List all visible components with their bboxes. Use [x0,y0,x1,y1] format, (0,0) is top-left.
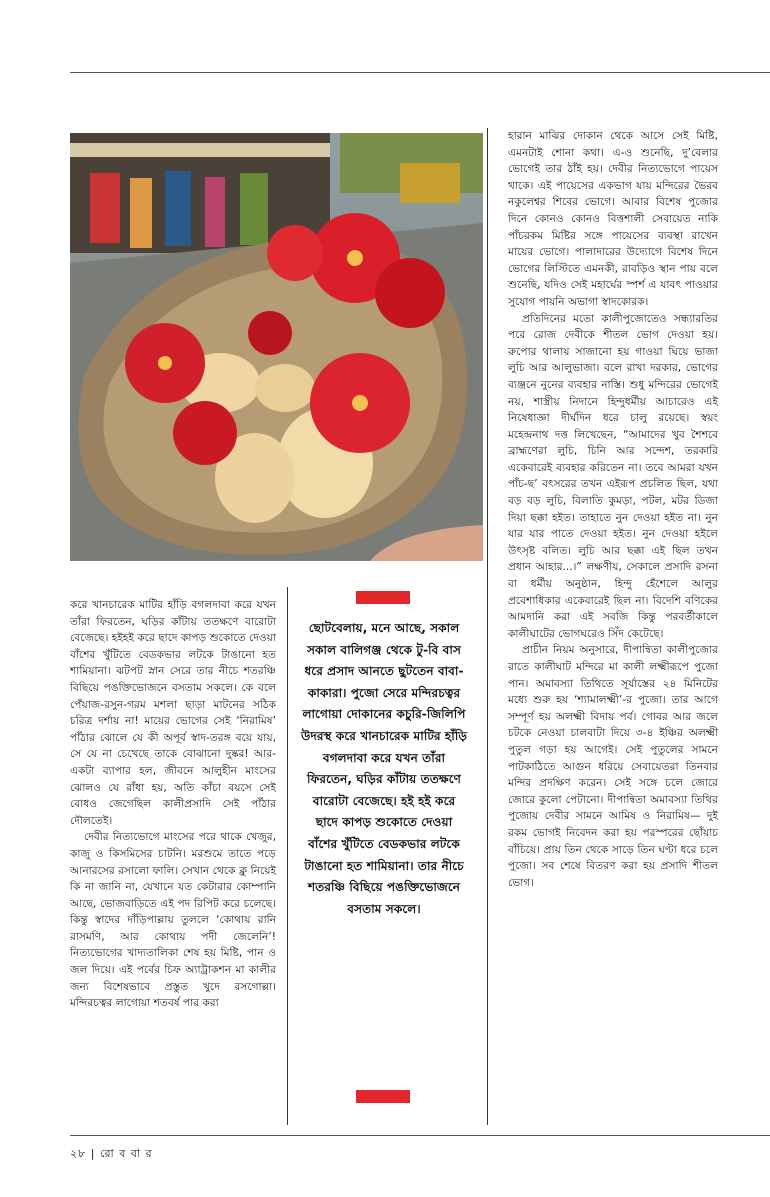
quote-bar-bottom [356,1090,410,1103]
prasad-photo [70,133,483,561]
column-rule-left [287,587,288,1125]
left-paragraph-1: করে খানচারেক মাটির হাঁড়ি বগলদাবা করে যখন তাঁরা ফিরতেন, ঘড়ির কাঁটায় ততক্ষণে বারোটা বেজেছে। হইহই করে ছাদে কাপড় শুকোতে দেওয়া বাঁশের খুঁটিতে বেডকভার লটকে টাঙানো হত শামিয়ানা। ঝটপট স্নান সেরে তার নীচে শতরঞ্চি বিছিয়ে পঙক্তিভোজনে বসতাম সকলে। কে বলে পেঁয়াজ-রসুন-গরম মশলা ছাড়া মাটনের সঠিক চরিত্র দর্শায় না! মায়ের ভোগের সেই ‘নিরামিষ’ পাঁঠার ঝোলে যে কী অপূর্ব স্বাদ-তরঙ্গ বয়ে যায়, সে যে না চেখেছে তাকে বোঝানো দুষ্কর! আর-একটা ব্যাপার হল, জীবনে আলুহীন মাংসের ঝোলও যে রাঁধা হয়, অতি কাঁচা বয়সে সেই বোধও জেগেছিল কালীপ্রসাদি সেই পাঁঠার দৌলতেই। [70,599,276,827]
left-paragraph-2: দেবীর নিত্যভোগে মাংসের পরে থাকে খেজুর, কাজু ও কিসমিসের চাটনি। মরশুমে তাতে পড়ে আনারসের রসালো ফালি। সেখান থেকে ক্লু নিয়েই কি না জানি না, যেখানে যত কেটারার কোম্পানি আছে, ভোজবাড়িতে এই পদ রিপিট করে চলেছে। কিন্তু স্বাদের দাঁড়িপাল্লায় তুললে ‘কোথায় রানি রাসমণি, আর কোথায় পদী জেলেনি’! নিত্যভোগের খাদ্যতালিকা শেষ হয় মিষ্টি, পান ও জল দিয়ে। এই পর্বের চিফ অ্যাট্রাকশন মা কালীর জন্য বিশেষভাবে প্রস্তুত খুদে রসগোল্লা। মন্দিরচত্বর লাগোয়া শতবর্ষ পার করা [70,831,276,1010]
footer-rule [70,1135,770,1136]
right-column [508,128,718,891]
page-folio: ২৮ | রো ব বা র [70,1147,153,1160]
right-paragraph-1: হারান মাঝির দোকান থেকে আসে সেই মিষ্টি, এমনটাই শোনা কথা। এ-ও শুনেছি, দু’বেলার ভোগেই তার ঠাঁই হয়। দেবীর নিত্যভোগে পায়েস থাকে। এই পায়েসের একভাগ যায় মন্দিরের ভৈরব নকুলেশ্বর শিবের ভোগে। আবার বিশেষ পুজোর দিনে কোনও কোনও বিত্তশালী সেবায়েত নাকি পাঁচরকম মিষ্টির সঙ্গে পায়েসের ব্যবস্থা রাখেন মায়ের ভোগে। পালাদারের উদ্যোগে বিশেষ দিনে ভোগের লিস্টিতে এমনকী, রাবড়িও স্থান পায় বলে শুনেছি, যদিও সেই মহার্ঘের স্পর্শ এ যাবৎ পাওয়ার সুযোগ পায়নি অভাগা স্বাদকোরক। [508,130,718,308]
pull-quote: ছোটবেলায়, মনে আছে, সকাল সকাল বালিগঞ্জ থেকে টু-বি বাস ধরে প্রসাদ আনতে ছুটতেন বাবা-কাকারা। পুজো সেরে মন্দিরচত্বর লাগোয়া দোকানের কচুরি-জিলিপি উদরস্থ করে খানচারেক মাটির হাঁড়ি বগলদাবা করে যখন তাঁরা ফিরতেন, ঘড়ির কাঁটায় ততক্ষণে বারোটা বেজেছে। হই হই করে ছাদে কাপড় শুকোতে দেওয়া বাঁশের খুঁটিতে বেডকভার লটকে টাঙানো হত শামিয়ানা। তার নীচে শতরঞ্চি বিছিয়ে পঙক্তিভোজনে বসতাম সকলে। [300,621,468,916]
quote-bar-top [356,591,410,604]
prasad-illustration [70,133,483,561]
header-rule [70,72,770,73]
left-column [70,597,276,1012]
right-paragraph-3: প্রাচীন নিয়ম অনুসারে, দীপান্বিতা কালীপুজোর রাতে কালীঘাট মন্দিরে মা কালী লক্ষ্মীরূপে পুজো পান। অমাবস্যা তিথিতে সূর্যাস্তের ২৪ মিনিটের মধ্যে শুরু হয় ‘শ্যামালক্ষ্মী’-র পুজো। তার আগে সম্পূর্ণ হয় অলক্ষ্মী বিদায় পর্ব। গোবর আর জলে চটকে নেওয়া চালবাটা দিয়ে ৩-৪ ইঞ্চির অলক্ষ্মী পুতুল গড়া হয় আগেই। সেই পুতুলের সামনে পাটকাঠিতে আগুন ধরিয়ে সেবায়েতরা তিনবার মন্দির প্রদক্ষিণ করেন। সেই সঙ্গে চলে জোরে জোরে কুলো পেটানো। দীপান্বিতা অমাবস্যা তিথির পুজোয় দেবীর সামনে আমিষ ও নিরামিষ— দুই রকম ভোগই নিবেদন করা হয় পরস্পরের ছোঁয়াচ বাঁচিয়ে। প্রায় তিন থেকে সাড়ে তিন ঘণ্টা ধরে চলে পুজো। সব শেষে বিতরণ করা হয় প্রসাদি শীতল ভোগ। [508,644,718,889]
column-rule-right [487,128,488,1125]
right-paragraph-2: প্রতিদিনের মতো কালীপুজোতেও সন্ধ্যারতির পরে রোজ দেবীকে শীতল ভোগ দেওয়া হয়। রুপোর থালায় সাজানো হয় গাওয়া ঘিয়ে ভাজা লুচি আর আলুভাজা। বলে রাখা দরকার, ভোগের ব্যঞ্জনে নুনের ব্যবহার নাস্তি। শুধু মন্দিরের ভোগেই নয়, শাস্ত্রীয় নিদানে হিন্দুধর্মীয় আচারেও এই নিষেধাজ্ঞা দীর্ঘদিন ধরে চালু রয়েছে। স্বয়ং মহেন্দ্রনাথ দত্ত লিখেছেন, “আমাদের খুব শৈশবে ব্রাহ্মণেরা লুচি, চিনি আর সন্দেশ, তরকারি একেবারেই ব্যবহার করিতেন না। তবে আমরা যখন পাঁচ-ছ’ বৎসরের তখন এইরূপ প্রচলিত ছিল, যথা বড় বড় লুচি, বিলাতি কুমড়া, পটল, মটর ডিজা দিয়া ছক্কা হইত। তাহাতে নুন দেওয়া হইত না। নুন যার যার পাতে দেওয়া হইত। নুন দেওয়া হইলে উৎসৃষ্ট বলিত। লুচি আর ছক্কা এই ছিল তখন প্রধান আহার...।” লক্ষণীয়, সেকালে প্রসাদি রসনা বা ধর্মীয় অনুষ্ঠান, হিন্দু হেঁশেলে আলুর প্রবেশাধিকার একেবারেই ছিল না। বিদেশি বণিকের আমদানি করা এই সবজি কিন্তু পরবর্তীকালে কালীঘাটের ভোগঘরেও সিঁদ কেটেছে। [508,312,718,640]
